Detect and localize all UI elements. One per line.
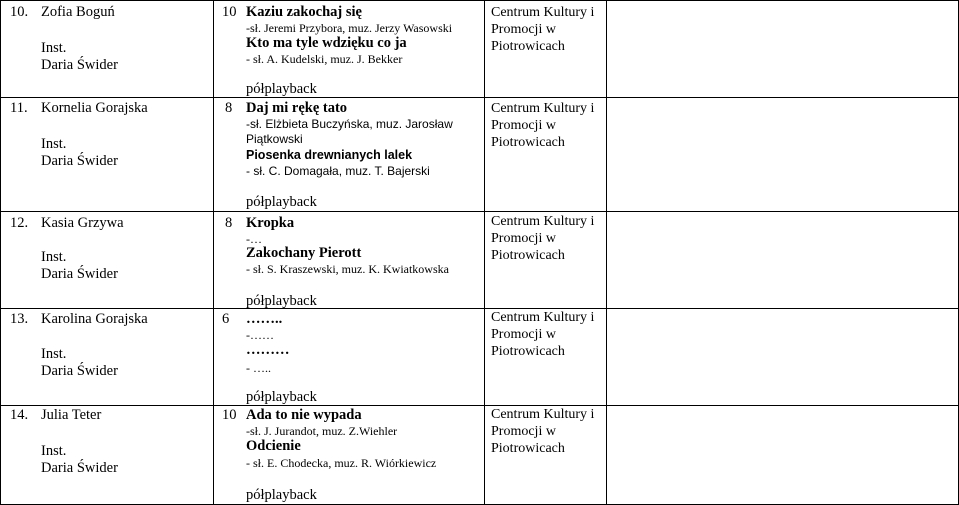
instructor-label: Inst. bbox=[41, 346, 67, 362]
table-row bbox=[0, 211, 959, 308]
song-title: Piosenka drewnianych lalek bbox=[246, 148, 413, 162]
instructor-name: Daria Świder bbox=[41, 57, 118, 73]
song-title: ……… bbox=[246, 342, 290, 358]
song-title: Kto ma tyle wdzięku co ja bbox=[246, 35, 407, 51]
song-title: Daj mi rękę tato bbox=[246, 100, 348, 116]
points: 6 bbox=[222, 311, 230, 327]
song-credits: - ….. bbox=[246, 361, 271, 375]
song-credits: -… bbox=[246, 232, 262, 246]
venue: Centrum Kultury i Promocji w Piotrowicach bbox=[491, 310, 595, 359]
row-number: 12. bbox=[10, 215, 29, 231]
venue: Centrum Kultury i Promocji w Piotrowicach bbox=[491, 5, 595, 54]
song-credits: - sł. A. Kudelski, muz. J. Bekker bbox=[246, 52, 403, 66]
instructor-name: Daria Świder bbox=[41, 153, 118, 169]
table-row bbox=[0, 405, 959, 504]
song-credits: -sł. Elżbieta Buczyńska, muz. Jarosław bbox=[246, 117, 453, 131]
song-credits: Piątkowski bbox=[246, 132, 303, 146]
row-number: 11. bbox=[10, 100, 28, 116]
song-title: Kaziu zakochaj się bbox=[246, 4, 362, 20]
venue: Centrum Kultury i Promocji w Piotrowicach bbox=[491, 101, 595, 150]
row-number: 14. bbox=[10, 407, 29, 423]
participant-name: Kornelia Gorajska bbox=[41, 100, 148, 116]
song-credits: -…… bbox=[246, 328, 274, 342]
song-title: Ada to nie wypada bbox=[246, 407, 362, 423]
song-title: …….. bbox=[246, 311, 283, 327]
points: 8 bbox=[225, 215, 233, 231]
song-title: Zakochany Pierott bbox=[246, 245, 362, 261]
performance-mode: półplayback bbox=[246, 487, 317, 503]
row-number: 10. bbox=[10, 4, 29, 20]
participant-name: Julia Teter bbox=[41, 407, 102, 423]
participant-name: Kasia Grzywa bbox=[41, 215, 124, 231]
song-credits: - sł. C. Domagała, muz. T. Bajerski bbox=[246, 164, 430, 178]
venue: Centrum Kultury i Promocji w Piotrowicach bbox=[491, 407, 595, 456]
participant-name: Zofia Boguń bbox=[41, 4, 115, 20]
song-title: Kropka bbox=[246, 215, 295, 231]
points: 10 bbox=[222, 4, 237, 20]
points: 8 bbox=[225, 100, 233, 116]
instructor-label: Inst. bbox=[41, 40, 67, 56]
song-credits: -sł. J. Jurandot, muz. Z.Wiehler bbox=[246, 424, 398, 438]
instructor-name: Daria Świder bbox=[41, 266, 118, 282]
performance-mode: półplayback bbox=[246, 81, 317, 97]
performance-mode: półplayback bbox=[246, 194, 317, 210]
performance-mode: półplayback bbox=[246, 293, 317, 309]
instructor-name: Daria Świder bbox=[41, 363, 118, 379]
song-title: Odcienie bbox=[246, 438, 301, 454]
row-number: 13. bbox=[10, 311, 29, 327]
table-row bbox=[0, 0, 959, 97]
performance-mode: półplayback bbox=[246, 389, 317, 405]
instructor-label: Inst. bbox=[41, 249, 67, 265]
table-row bbox=[0, 97, 959, 211]
venue: Centrum Kultury i Promocji w Piotrowicach bbox=[491, 214, 595, 263]
instructor-name: Daria Świder bbox=[41, 460, 118, 476]
instructor-label: Inst. bbox=[41, 136, 67, 152]
instructor-label: Inst. bbox=[41, 443, 67, 459]
points: 10 bbox=[222, 407, 237, 423]
song-credits: -sł. Jeremi Przybora, muz. Jerzy Wasowski bbox=[246, 21, 453, 35]
participant-name: Karolina Gorajska bbox=[41, 311, 148, 327]
song-credits: - sł. S. Kraszewski, muz. K. Kwiatkowska bbox=[246, 262, 449, 276]
table-row bbox=[0, 308, 959, 405]
song-credits: - sł. E. Chodecka, muz. R. Wiórkiewicz bbox=[246, 456, 437, 470]
